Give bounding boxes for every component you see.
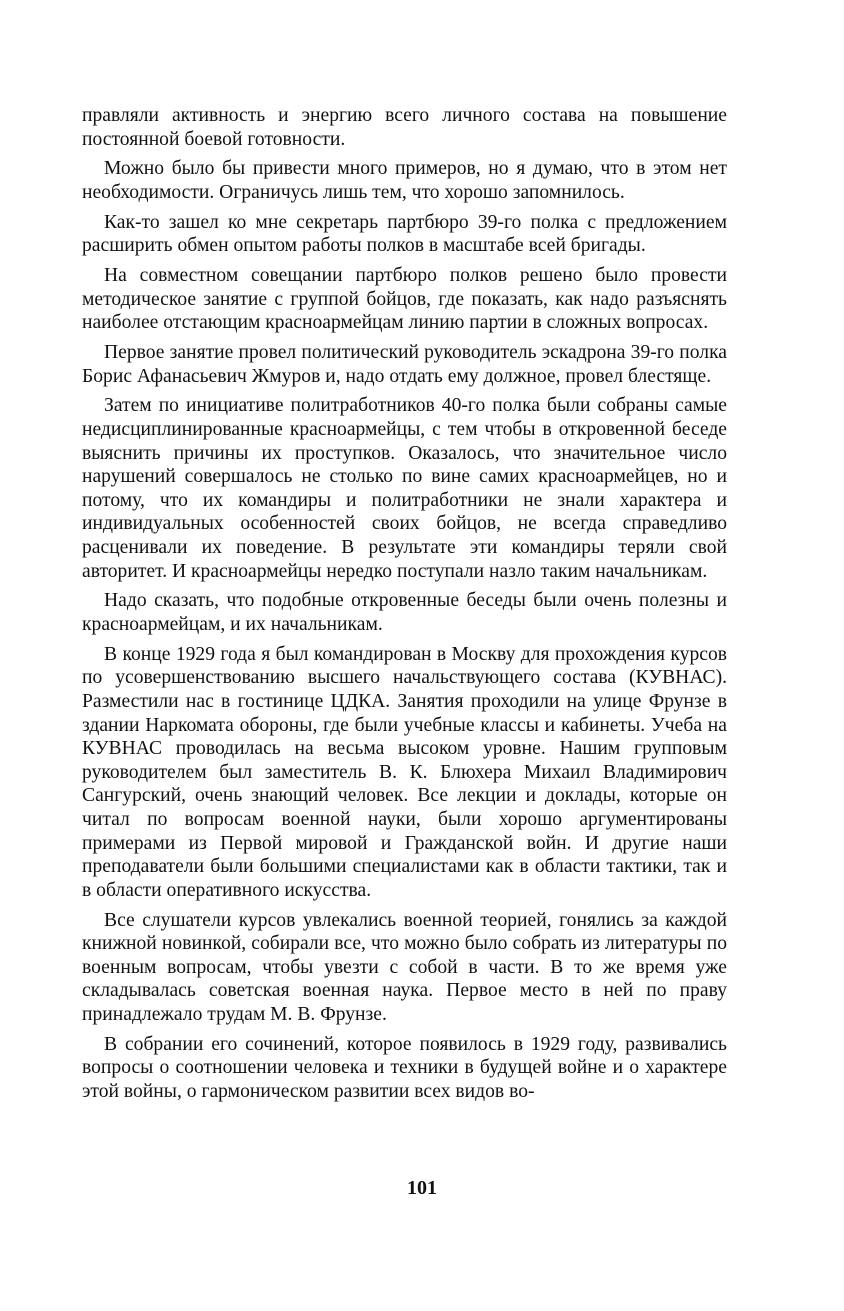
paragraph: На совместном совещании партбюро полков решено было провести методическое занятие с группой бойцов, где показать, как надо разъяснять наиболее отстающим красноармейцам линию партии в сложных вопросах. — [82, 265, 727, 334]
paragraph: В собрании его сочинений, которое появилось в 1929 году, развивались вопросы о соотношении человека и техники в будущей войне и о характере этой войны, о гармоническом развитии всех видов во- — [82, 1033, 727, 1102]
paragraph: Можно было бы привести много примеров, но я думаю, что в этом нет необходимости. Ограничусь лишь тем, что хорошо запомнилось. — [82, 158, 727, 203]
paragraph: В конце 1929 года я был командирован в Москву для прохождения курсов по усовершенствованию высшего начальствующего состава (КУВНАС). Разместили нас в гостинице ЦДКА. Занятия проходили на улице Фрунзе в здании Наркомата обороны, где были учебные классы и кабинеты. Учеба на КУВНАС проводилась на весьма высоком уровне. Нашим групповым руководителем был заместитель В. К. Блюхера Михаил Владимирович Сангурский, очень знающий человек. Все лекции и доклады, которые он читал по вопросам военной науки, были хорошо аргументированы примерами из Первой мировой и Гражданской войн. И другие наши преподаватели были большими специалистами как в области тактики, так и в области оперативного искусства. — [82, 643, 727, 901]
paragraph: Затем по инициативе политработников 40-го полка были собраны самые недисциплинированные красноармейцы, с тем чтобы в откровенной беседе выяснить причины их проступков. Оказалось, что значительное число нарушений совершалось не столько по вине самих красноармейцев, но и потому, что их командиры и политработники не знали характера и индивидуальных особенностей своих бойцов, не всегда справедливо расценивали их поведение. В результате эти командиры теряли свой авторитет. И красноармейцы нередко поступали назло таким начальникам. — [82, 395, 727, 582]
paragraph: Все слушатели курсов увлекались военной теорией, гонялись за каждой книжной новинкой, собирали все, что можно было собрать из литературы по военным вопросам, чтобы увезти с собой в части. В то же время уже складывалась советская военная наука. Первое место в ней по праву принадлежало трудам М. В. Фрунзе. — [82, 909, 727, 1025]
page-body — [82, 104, 727, 1110]
paragraph: правляли активность и энергию всего личного состава на повышение постоянной боевой готовности. — [82, 105, 727, 150]
paragraph: Первое занятие провел политический руководитель эскадрона 39-го полка Борис Афанасьевич Жмуров и, надо отдать ему должное, провел блестяще. — [82, 342, 727, 387]
paragraph: Как-то зашел ко мне секретарь партбюро 39-го полка с предложением расширить обмен опытом работы полков в масштабе всей бригады. — [82, 211, 727, 257]
page-number: 101 — [407, 1177, 437, 1199]
paragraph: Надо сказать, что подобные откровенные беседы были очень полезны и красноармейцам, и их начальникам. — [82, 590, 727, 635]
